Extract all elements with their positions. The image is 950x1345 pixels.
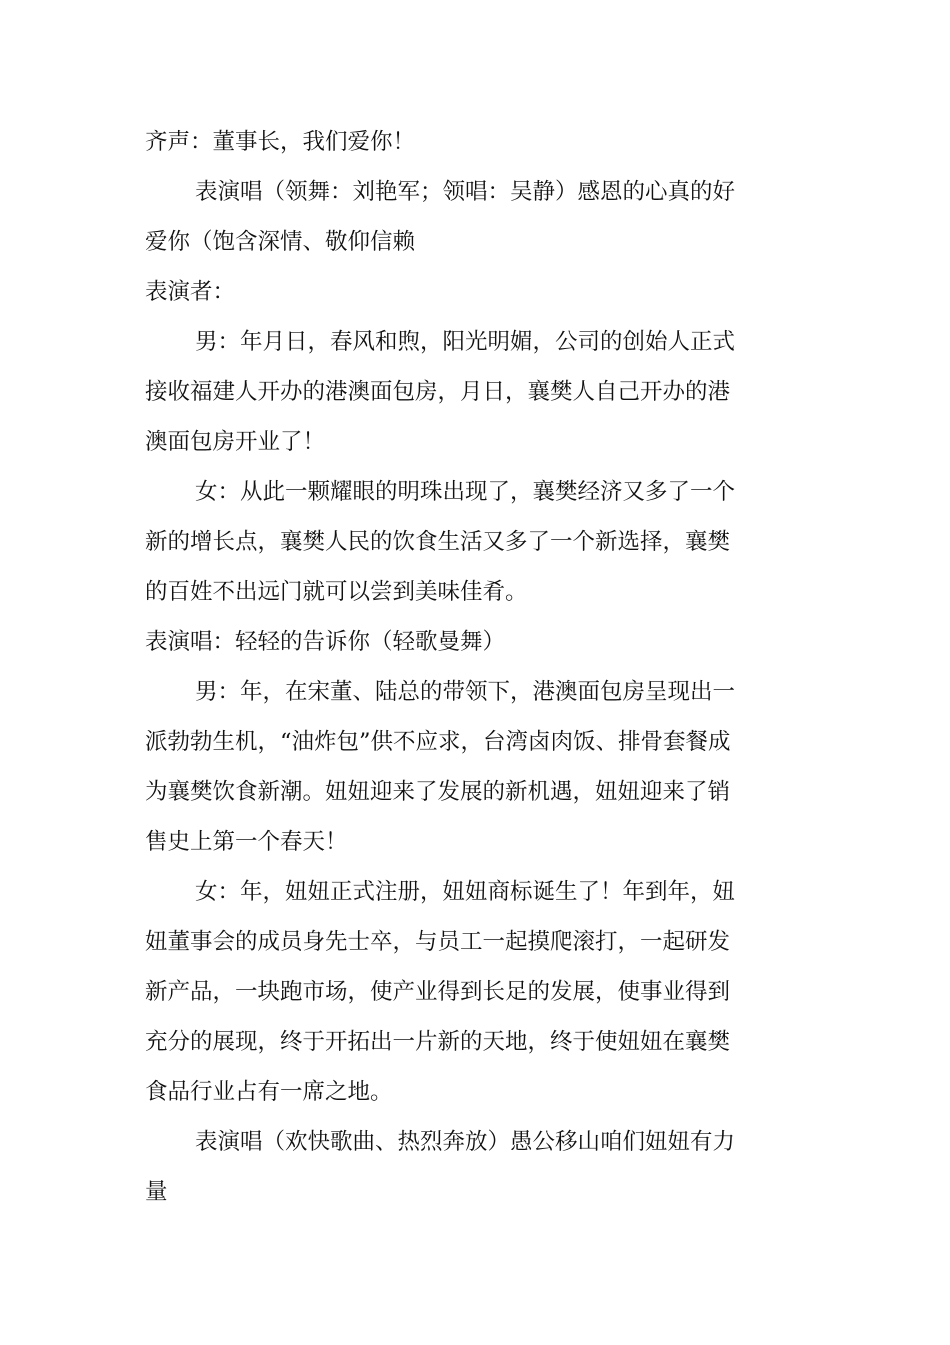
paragraph-performance-song-3: 表演唱（欢快歌曲、热烈奔放）愚公移山咱们妞妞有力量 xyxy=(145,1129,736,1205)
paragraph-performers: 表演者： xyxy=(145,279,236,305)
paragraph-female-1: 女：从此一颗耀眼的明珠出现了，襄樊经济又多了一个新的增长点，襄樊人民的饮食生活又多了一个新选择，襄樊的百姓不出远门就可以尝到美味佳肴。 xyxy=(145,479,736,605)
paragraph-female-2: 女：年，妞妞正式注册，妞妞商标诞生了！年到年，妞妞董事会的成员身先士卒，与员工一起摸爬滚打，一起研发新产品，一块跑市场，使产业得到长足的发展，使事业得到充分的展现，终于开拓出一片新的天地，终于使妞妞在襄樊食品行业占有一席之地。 xyxy=(145,879,736,1105)
paragraph-male-1: 男：年月日，春风和煦，阳光明媚，公司的创始人正式接收福建人开办的港澳面包房，月日，襄樊人自己开办的港澳面包房开业了！ xyxy=(145,329,736,455)
paragraph-performance-song-1: 表演唱（领舞：刘艳军；领唱：吴静）感恩的心真的好爱你（饱含深情、敬仰信赖 xyxy=(145,179,736,255)
document-body xyxy=(145,117,750,1217)
paragraph-chorus: 齐声：董事长，我们爱你！ xyxy=(145,129,416,155)
paragraph-performance-song-2: 表演唱：轻轻的告诉你（轻歌曼舞） xyxy=(145,629,506,655)
paragraph-male-2: 男：年，在宋董、陆总的带领下，港澳面包房呈现出一派勃勃生机，“油炸包”供不应求，台湾卤肉饭、排骨套餐成为襄樊饮食新潮。妞妞迎来了发展的新机遇，妞妞迎来了销售史上第一个春天！ xyxy=(145,679,736,855)
